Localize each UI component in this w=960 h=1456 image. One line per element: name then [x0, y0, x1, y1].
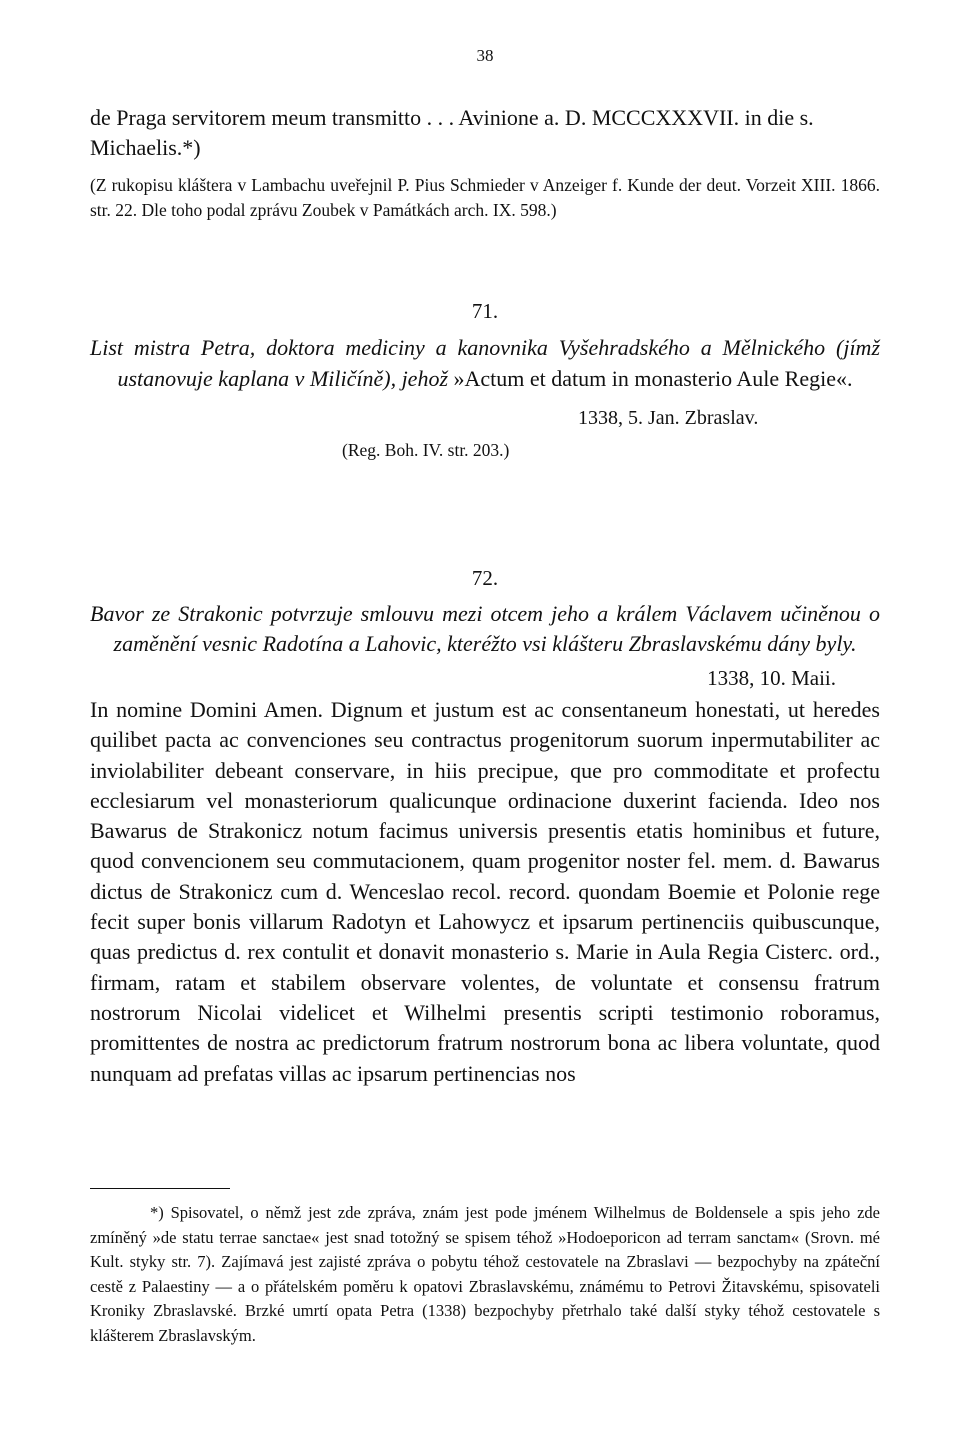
- document-71: [90, 296, 880, 462]
- doc71-date: 1338, 5. Jan. Zbraslav.: [578, 407, 759, 429]
- doc72-date: 1338, 10. Maii.: [707, 666, 836, 690]
- footnote: *) Spisovatel, o němž jest zde zpráva, znám jest pode jménem Wilhelmus de Boldensele a spis jeho zde zmíněný »de statu terrae sanctae« jest snad totožný se spisem téhož »Hodoeporicon ad terram sanctam« (Srovn. mé Kult. styky str. 7). Zajímavá jest zajisté zpráva o pobytu téhož cestovatele na Zbraslavi — bezpochyby na zpáteční cestě z Palaestiny — a o přátelském poměru k opatovi Zbraslavskému, známému to Petrovi Žitavskému, spisovateli Kroniky Zbraslavské. Brzké umrtí opata Petra (1338) bezpochyby přetrhalo také další styky téhož cestovatele s klášterem Zbraslavským.: [90, 1203, 880, 1345]
- document-page: [90, 0, 880, 1456]
- doc72-heading: Bavor ze Strakonic potvrzuje smlouvu mezi otcem jeho a králem Václavem učiněnou o zaměnění vesnic Radotína a Lahovic, kteréžto vsi klášteru Zbraslavskému dány byly.: [90, 601, 880, 656]
- doc72-number: 72.: [471, 566, 499, 590]
- doc71-reference: (Reg. Boh. IV. str. 203.): [342, 440, 510, 460]
- document-72: [90, 563, 880, 1089]
- intro-source-note: (Z rukopisu kláštera v Lambachu uveřejnil P. Pius Schmieder v Anzeiger f. Kunde der deut. Vorzeit XIII. 1866. str. 22. Dle toho podal zprávu Zoubek v Památkách arch. IX. 598.): [90, 175, 880, 220]
- intro-section: [90, 103, 880, 223]
- doc71-heading-italic: List mistra Petra, doktora mediciny a kanovnika Vyšehradského a Mělnického (jímž ustanovuje kaplana v Miličíně), jehož: [90, 335, 880, 391]
- doc71-heading-upright: »Actum et datum in monasterio Aule Regie«.: [453, 366, 853, 391]
- intro-text: de Praga servitorem meum transmitto . . . Avinione a. D. MCCCXXXVII. in die s. Michaelis.*): [90, 105, 814, 160]
- doc72-body: In nomine Domini Amen. Dignum et justum est ac consentaneum honestati, ut heredes quilibet pacta ac convenciones seu contractus progenitorum suorum inpermutabiliter ac inviolabiliter debeant conservare, in hiis precipue, que pro commoditate et profectu ecclesiarum vel monasteriorum qualicunque ordinacione duxerint facienda. Ideo nos Bawarus de Strakonicz notum facimus universis presentis etatis hominibus et future, quod convencionem seu commutacionem, quam progenitor noster fel. mem. d. Bawarus dictus de Strakonicz cum d. Wenceslao recol. record. quondam Boemie et Polonie rege fecit super bonis villarum Radotyn et Lahowycz et ipsarum pertinenciis quibuscunque, quas predictus d. rex contulit et donavit monasterio s. Marie in Aula Regia Cisterc. ord., firmam, ratam et stabilem observare volentes, de voluntate et consensu fratrum nostrorum Nicolai videlicet et Wilhelmi presentis scripti testimonio roboramus, promittentes de nostra ac predictorum fratrum nostrorum bona ac libera voluntate, quod nunquam ad prefatas villas ac ipsarum pertinencias nos: [90, 697, 880, 1086]
- page-number: 38: [476, 46, 494, 65]
- footnote-rule: [90, 1188, 230, 1189]
- doc71-number: 71.: [471, 299, 499, 323]
- doc71-heading: [90, 332, 880, 394]
